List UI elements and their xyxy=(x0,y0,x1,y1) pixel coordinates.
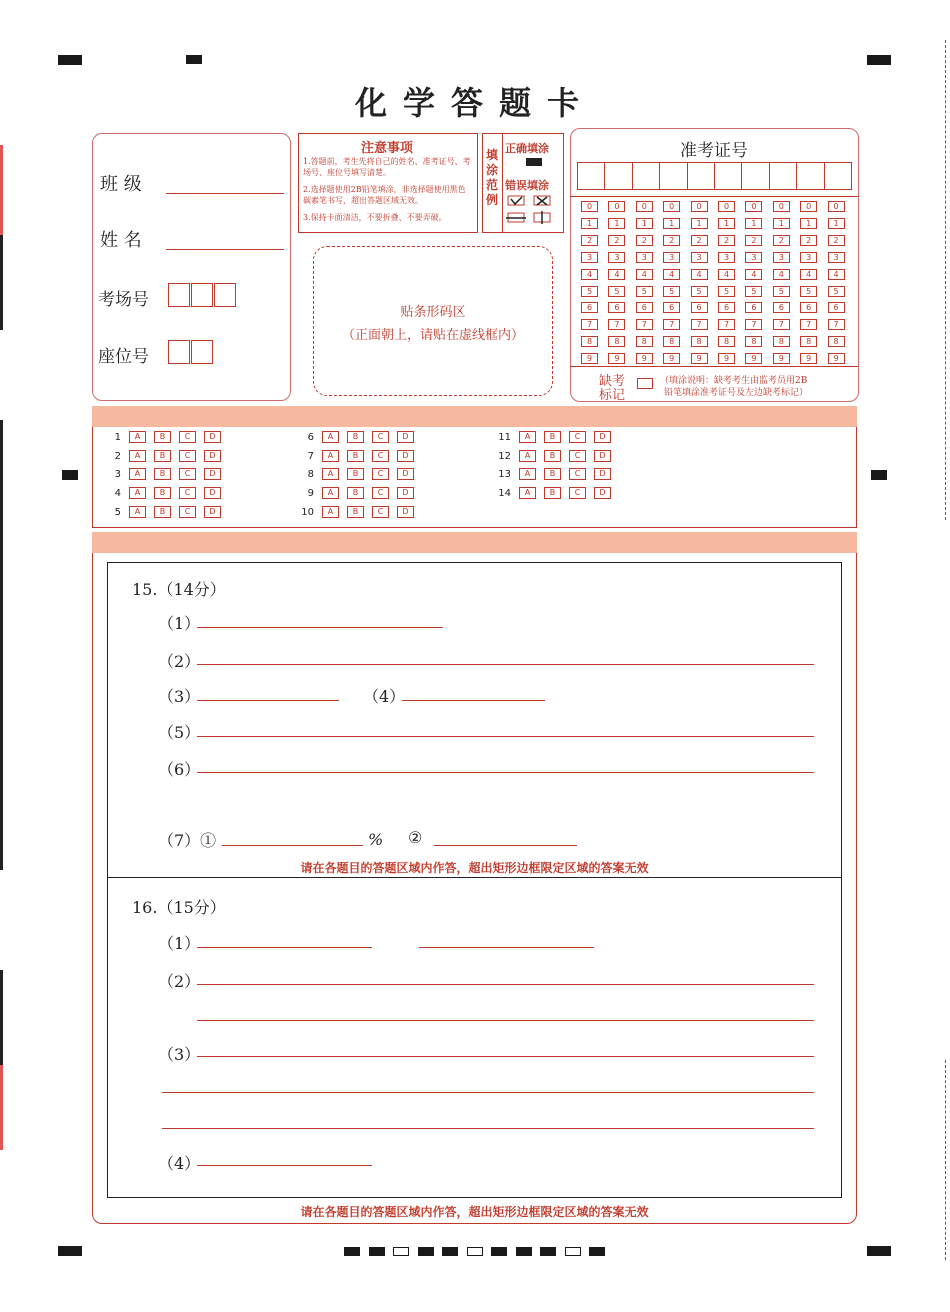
answer-header-bar xyxy=(92,532,857,553)
exam-id-bubble[interactable]: 9 xyxy=(718,353,735,364)
question-number: 11 xyxy=(498,432,511,443)
choice-bubble-a[interactable]: A xyxy=(322,450,339,462)
wrong-fill-samples xyxy=(506,194,556,226)
bottom-warning: 请在各题目的答题区域内作答，超出矩形边框限定区域的答案无效 xyxy=(300,1205,649,1219)
code-mark-filled xyxy=(442,1247,458,1256)
exam-id-bubble[interactable]: 4 xyxy=(718,269,735,280)
choice-bubble-d[interactable]: D xyxy=(594,468,611,480)
exam-id-entry-cell[interactable] xyxy=(659,162,687,190)
exam-id-bubble[interactable]: 3 xyxy=(745,252,762,263)
absent-label: 标记 xyxy=(599,388,626,403)
exam-id-entry-cell[interactable] xyxy=(577,162,605,190)
q16-answer-2[interactable] xyxy=(197,984,814,985)
exam-id-bubble[interactable]: 5 xyxy=(800,286,817,297)
choice-bubble-d[interactable]: D xyxy=(594,450,611,462)
exam-id-bubble[interactable]: 8 xyxy=(718,336,735,347)
choice-bubble-d[interactable]: D xyxy=(594,487,611,499)
exam-id-bubble[interactable]: 7 xyxy=(663,319,680,330)
choice-row xyxy=(493,431,611,443)
q15-answer-4[interactable] xyxy=(402,700,545,701)
choice-row xyxy=(103,450,221,462)
room-label: 考场号 xyxy=(98,290,149,310)
code-mark-filled xyxy=(418,1247,434,1256)
exam-id-bubble[interactable]: 4 xyxy=(745,269,762,280)
question-number: 1 xyxy=(114,432,121,443)
exam-id-bubble[interactable]: 9 xyxy=(636,353,653,364)
q16-answer-3-line2[interactable] xyxy=(162,1092,814,1093)
choice-bubble-b[interactable]: B xyxy=(154,506,171,518)
exam-id-bubble[interactable]: 7 xyxy=(745,319,762,330)
exam-id-bubble[interactable]: 5 xyxy=(745,286,762,297)
exam-id-bubble[interactable]: 7 xyxy=(636,319,653,330)
choice-bubble-b[interactable]: B xyxy=(154,450,171,462)
exam-id-bubble[interactable]: 0 xyxy=(581,201,598,212)
edge-bar xyxy=(0,145,3,235)
exam-id-divider xyxy=(570,196,858,197)
exam-id-bubble[interactable]: 2 xyxy=(718,235,735,246)
exam-id-entry-cell[interactable] xyxy=(714,162,742,190)
exam-id-bubble[interactable]: 6 xyxy=(691,302,708,313)
fill-example-divider xyxy=(502,133,503,232)
choice-bubble-d[interactable]: D xyxy=(204,431,221,443)
question-number: 10 xyxy=(301,506,314,518)
choice-bubble-c[interactable]: C xyxy=(372,450,389,462)
exam-id-entry-cell[interactable] xyxy=(796,162,824,190)
choice-bubble-c[interactable]: C xyxy=(569,468,586,480)
choice-bubble-a[interactable]: A xyxy=(129,450,146,462)
code-mark-filled xyxy=(540,1247,556,1256)
exam-id-bubble[interactable]: 4 xyxy=(800,269,817,280)
choice-bubble-b[interactable]: B xyxy=(347,487,364,499)
exam-id-bubble[interactable]: 7 xyxy=(608,319,625,330)
code-mark-hollow xyxy=(393,1247,409,1256)
choice-bubble-c[interactable]: C xyxy=(569,450,586,462)
exam-id-bubble[interactable]: 4 xyxy=(663,269,680,280)
choice-bubble-c[interactable]: C xyxy=(179,468,196,480)
choice-bubble-d[interactable]: D xyxy=(204,506,221,518)
exam-id-bubble[interactable]: 4 xyxy=(581,269,598,280)
choice-bubble-a[interactable]: A xyxy=(519,487,536,499)
exam-id-bubble[interactable]: 9 xyxy=(800,353,817,364)
choice-bubble-a[interactable]: A xyxy=(129,487,146,499)
exam-id-bubble[interactable]: 7 xyxy=(718,319,735,330)
exam-id-bubble[interactable]: 7 xyxy=(800,319,817,330)
exam-id-bubble[interactable]: 8 xyxy=(608,336,625,347)
code-mark-filled xyxy=(344,1247,360,1256)
choice-bubble-b[interactable]: B xyxy=(347,450,364,462)
exam-id-bubble[interactable]: 0 xyxy=(800,201,817,212)
exam-id-bubble[interactable]: 1 xyxy=(608,218,625,229)
choice-bubble-c[interactable]: C xyxy=(569,431,586,443)
exam-id-bubble[interactable]: 3 xyxy=(718,252,735,263)
q16-part-1: （1） xyxy=(158,934,201,953)
q15-part-6: （6） xyxy=(158,760,201,779)
exam-id-bubble[interactable]: 2 xyxy=(773,235,790,246)
exam-id-bubble[interactable]: 5 xyxy=(691,286,708,297)
choice-row xyxy=(296,468,414,480)
exam-id-bubble[interactable]: 6 xyxy=(663,302,680,313)
choice-bubble-b[interactable]: B xyxy=(154,487,171,499)
exam-id-bubble[interactable]: 2 xyxy=(691,235,708,246)
exam-id-bubble[interactable]: 2 xyxy=(608,235,625,246)
exam-id-bubble[interactable]: 1 xyxy=(828,218,845,229)
choice-bubble-a[interactable]: A xyxy=(322,468,339,480)
exam-id-bubble[interactable]: 7 xyxy=(581,319,598,330)
q16-answer-3-line3[interactable] xyxy=(162,1128,814,1129)
exam-id-bubble[interactable]: 2 xyxy=(800,235,817,246)
exam-id-bubble[interactable]: 0 xyxy=(636,201,653,212)
exam-id-bubble[interactable]: 3 xyxy=(581,252,598,263)
exam-id-bubble[interactable]: 3 xyxy=(773,252,790,263)
exam-id-bubble[interactable]: 2 xyxy=(636,235,653,246)
exam-id-bubble[interactable]: 5 xyxy=(828,286,845,297)
choice-bubble-a[interactable]: A xyxy=(322,431,339,443)
timing-mark xyxy=(867,55,891,65)
exam-id-bubble[interactable]: 1 xyxy=(636,218,653,229)
exam-id-entry-cell[interactable] xyxy=(824,162,852,190)
code-mark-filled xyxy=(369,1247,385,1256)
choice-bubble-b[interactable]: B xyxy=(544,468,561,480)
choice-bubble-d[interactable]: D xyxy=(397,506,414,518)
exam-id-bubble[interactable]: 0 xyxy=(828,201,845,212)
choice-bubble-c[interactable]: C xyxy=(372,468,389,480)
correct-fill-label: 正确填涂 xyxy=(505,142,549,155)
exam-id-bubble[interactable]: 1 xyxy=(718,218,735,229)
timing-mark xyxy=(58,1246,82,1256)
choice-row xyxy=(493,450,611,462)
choice-row xyxy=(103,506,221,518)
choice-bubble-d[interactable]: D xyxy=(594,431,611,443)
q16-box xyxy=(107,876,842,1198)
exam-id-bubble[interactable]: 8 xyxy=(828,336,845,347)
q15-answer-7a[interactable] xyxy=(222,845,363,846)
question-number: 9 xyxy=(307,488,314,500)
exam-id-bubble[interactable]: 1 xyxy=(581,218,598,229)
exam-id-bubble[interactable]: 7 xyxy=(691,319,708,330)
choice-bubble-b[interactable]: B xyxy=(544,431,561,443)
code-mark-filled xyxy=(516,1247,532,1256)
exam-id-bubble[interactable]: 3 xyxy=(663,252,680,263)
q16-heading: 16.（15分） xyxy=(132,898,226,917)
question-number: 4 xyxy=(114,488,121,500)
exam-id-bubble[interactable]: 4 xyxy=(691,269,708,280)
name-field[interactable] xyxy=(166,249,284,250)
choice-bubble-d[interactable]: D xyxy=(397,468,414,480)
choice-bubble-c[interactable]: C xyxy=(372,506,389,518)
choice-bubble-c[interactable]: C xyxy=(179,487,196,499)
exam-id-bubble[interactable]: 6 xyxy=(745,302,762,313)
absent-note: 铅笔填涂准考证号及左边缺考标记） xyxy=(664,388,809,398)
exam-id-bubble[interactable]: 9 xyxy=(773,353,790,364)
exam-id-divider xyxy=(570,366,858,367)
question-number: 12 xyxy=(498,450,511,462)
exam-id-bubble[interactable]: 3 xyxy=(800,252,817,263)
edge-dots xyxy=(945,1060,946,1260)
timing-mark xyxy=(58,55,82,65)
choice-bubble-d[interactable]: D xyxy=(397,450,414,462)
exam-id-bubble[interactable]: 5 xyxy=(608,286,625,297)
q15-part-1: （1） xyxy=(158,614,201,633)
question-number: 6 xyxy=(307,432,314,443)
barcode-subtitle: （正面朝上，请贴在虚线框内） xyxy=(341,328,524,343)
choice-bubble-b[interactable]: B xyxy=(347,468,364,480)
choice-bubble-a[interactable]: A xyxy=(322,487,339,499)
choice-bubble-d[interactable]: D xyxy=(397,487,414,499)
barcode-area xyxy=(313,246,553,396)
room-box[interactable] xyxy=(168,283,190,307)
choice-bubble-d[interactable]: D xyxy=(204,450,221,462)
exam-id-bubble[interactable]: 8 xyxy=(800,336,817,347)
notice-item: 1.答题前，考生先将自己的姓名、准考证号、考场号、座位号填写清楚。 xyxy=(303,157,471,177)
timing-mark xyxy=(871,470,887,480)
q15-answer-3[interactable] xyxy=(197,700,339,701)
exam-id-bubble[interactable]: 5 xyxy=(773,286,790,297)
choice-bubble-b[interactable]: B xyxy=(154,431,171,443)
name-label: 姓 名 xyxy=(100,230,142,251)
exam-id-bubble[interactable]: 6 xyxy=(636,302,653,313)
choice-bubble-b[interactable]: B xyxy=(544,487,561,499)
wrong-fill-label: 错误填涂 xyxy=(505,179,549,192)
q16-answer-1b[interactable] xyxy=(419,947,594,948)
exam-id-bubble[interactable]: 6 xyxy=(718,302,735,313)
exam-id-bubble[interactable]: 5 xyxy=(581,286,598,297)
choice-row xyxy=(493,487,611,499)
exam-id-bubble[interactable]: 4 xyxy=(828,269,845,280)
notice-title: 注意事项 xyxy=(360,141,413,156)
seat-box[interactable] xyxy=(168,340,190,364)
room-box[interactable] xyxy=(191,283,213,307)
question-number: 13 xyxy=(498,469,511,481)
exam-id-bubble[interactable]: 9 xyxy=(608,353,625,364)
seat-label: 座位号 xyxy=(98,347,149,367)
q15-heading: 15.（14分） xyxy=(132,580,226,599)
exam-id-bubble[interactable]: 0 xyxy=(663,201,680,212)
exam-id-bubble[interactable]: 8 xyxy=(636,336,653,347)
exam-id-bubble[interactable]: 1 xyxy=(745,218,762,229)
exam-id-bubble[interactable]: 0 xyxy=(718,201,735,212)
q16-part-3: （3） xyxy=(158,1045,201,1064)
choice-bubble-c[interactable]: C xyxy=(179,450,196,462)
choice-bubble-d[interactable]: D xyxy=(204,487,221,499)
q15-answer-5[interactable] xyxy=(197,736,814,737)
exam-id-bubble[interactable]: 8 xyxy=(773,336,790,347)
exam-id-bubble[interactable]: 6 xyxy=(828,302,845,313)
exam-id-bubble[interactable]: 6 xyxy=(800,302,817,313)
exam-id-entry-cell[interactable] xyxy=(687,162,715,190)
exam-id-entry-cell[interactable] xyxy=(632,162,660,190)
exam-id-bubble[interactable]: 6 xyxy=(581,302,598,313)
exam-id-bubble[interactable]: 1 xyxy=(663,218,680,229)
question-number: 7 xyxy=(307,450,314,462)
choice-bubble-b[interactable]: B xyxy=(544,450,561,462)
timing-mark xyxy=(867,1246,891,1256)
exam-id-bubble[interactable]: 4 xyxy=(773,269,790,280)
choice-bubble-c[interactable]: C xyxy=(372,487,389,499)
choice-bubble-a[interactable]: A xyxy=(519,468,536,480)
exam-id-bubble[interactable]: 8 xyxy=(581,336,598,347)
barcode-title: 贴条形码区 xyxy=(400,305,466,320)
notice-item: 3.保持卡面清洁，不要折叠、不要弄破。 xyxy=(303,213,447,222)
choice-row xyxy=(493,468,611,480)
edge-bar xyxy=(0,1065,3,1150)
circle-2: ② xyxy=(408,828,423,847)
exam-id-bubble[interactable]: 5 xyxy=(718,286,735,297)
absent-note: （填涂说明：缺考考生由监考员用2B xyxy=(660,376,808,386)
choice-bubble-a[interactable]: A xyxy=(322,506,339,518)
exam-id-bubble[interactable]: 6 xyxy=(773,302,790,313)
exam-id-bubble[interactable]: 4 xyxy=(608,269,625,280)
choice-bubble-a[interactable]: A xyxy=(129,506,146,518)
correct-fill-sample xyxy=(526,158,542,166)
exam-id-bubble[interactable]: 4 xyxy=(636,269,653,280)
exam-id-bubble[interactable]: 0 xyxy=(608,201,625,212)
exam-id-entry-cell[interactable] xyxy=(741,162,769,190)
exam-id-bubble[interactable]: 9 xyxy=(828,353,845,364)
percent-sign: % xyxy=(368,830,384,849)
exam-id-bubble[interactable]: 3 xyxy=(691,252,708,263)
choice-bubble-c[interactable]: C xyxy=(179,431,196,443)
exam-id-bubble[interactable]: 2 xyxy=(828,235,845,246)
class-label: 班 级 xyxy=(100,174,142,195)
fill-example-side-label: 填涂范例 xyxy=(486,148,499,207)
choice-bubble-b[interactable]: B xyxy=(154,468,171,480)
q15-part-5: （5） xyxy=(158,723,201,742)
choice-row xyxy=(296,431,414,443)
timing-mark xyxy=(62,470,78,480)
exam-id-bubble[interactable]: 1 xyxy=(800,218,817,229)
exam-id-entry-cell[interactable] xyxy=(604,162,632,190)
exam-id-bubble[interactable]: 0 xyxy=(745,201,762,212)
exam-id-entry-cell[interactable] xyxy=(769,162,797,190)
edge-bar xyxy=(0,970,3,1065)
choice-bubble-b[interactable]: B xyxy=(347,506,364,518)
exam-id-title: 准考证号 xyxy=(680,141,748,161)
exam-id-bubble[interactable]: 9 xyxy=(581,353,598,364)
absent-label: 缺考 xyxy=(599,374,626,389)
class-field[interactable] xyxy=(166,193,284,194)
choice-header-bar xyxy=(92,406,857,427)
choice-bubble-d[interactable]: D xyxy=(204,468,221,480)
choice-bubble-b[interactable]: B xyxy=(347,431,364,443)
choice-row xyxy=(103,487,221,499)
q15-part-2: （2） xyxy=(158,652,201,671)
exam-id-bubble[interactable]: 9 xyxy=(691,353,708,364)
room-box[interactable] xyxy=(214,283,236,307)
question-number: 5 xyxy=(114,506,121,518)
exam-id-bubble[interactable]: 1 xyxy=(773,218,790,229)
exam-id-bubble[interactable]: 2 xyxy=(745,235,762,246)
code-mark-hollow xyxy=(565,1247,581,1256)
q16-part-4: （4） xyxy=(158,1154,201,1173)
exam-id-bubble[interactable]: 8 xyxy=(691,336,708,347)
choice-bubble-c[interactable]: C xyxy=(569,487,586,499)
q16-part-2: （2） xyxy=(158,972,201,991)
seat-box[interactable] xyxy=(191,340,213,364)
choice-bubble-d[interactable]: D xyxy=(397,431,414,443)
exam-id-bubble[interactable]: 6 xyxy=(608,302,625,313)
code-mark-filled xyxy=(491,1247,507,1256)
exam-id-bubble[interactable]: 9 xyxy=(745,353,762,364)
choice-row xyxy=(296,487,414,499)
choice-row xyxy=(296,450,414,462)
choice-row xyxy=(103,468,221,480)
q15-part-7: （7）① xyxy=(158,831,217,850)
edge-bar xyxy=(0,235,3,330)
q16-answer-3[interactable] xyxy=(197,1056,814,1057)
absent-mark-box[interactable] xyxy=(637,378,653,389)
q15-part-3: （3） xyxy=(158,687,201,706)
choice-bubble-a[interactable]: A xyxy=(519,450,536,462)
choice-bubble-c[interactable]: C xyxy=(372,431,389,443)
q16-answer-4[interactable] xyxy=(197,1165,372,1166)
exam-id-bubble[interactable]: 3 xyxy=(636,252,653,263)
exam-id-bubble[interactable]: 0 xyxy=(773,201,790,212)
q15-answer-7b[interactable] xyxy=(434,845,577,846)
exam-id-bubble[interactable]: 3 xyxy=(828,252,845,263)
q15-answer-2[interactable] xyxy=(197,664,814,665)
question-number: 3 xyxy=(114,469,121,481)
exam-id-bubble[interactable]: 5 xyxy=(663,286,680,297)
q15-answer-1[interactable] xyxy=(197,627,443,628)
exam-id-bubble[interactable]: 8 xyxy=(745,336,762,347)
q16-answer-2-line2[interactable] xyxy=(197,1020,814,1021)
code-mark-filled xyxy=(589,1247,605,1256)
exam-id-bubble[interactable]: 3 xyxy=(608,252,625,263)
question-number: 14 xyxy=(498,488,511,500)
notice-item: 2.选择题使用2B铅笔填涂，非选择题使用黑色碳素笔书写，超出答题区域无效。 xyxy=(303,185,466,205)
q16-answer-1a[interactable] xyxy=(197,947,372,948)
exam-id-bubble[interactable]: 1 xyxy=(691,218,708,229)
choice-row xyxy=(296,506,414,518)
choice-bubble-a[interactable]: A xyxy=(129,468,146,480)
q15-answer-6[interactable] xyxy=(197,772,814,773)
exam-id-bubble[interactable]: 7 xyxy=(828,319,845,330)
exam-id-bubble[interactable]: 0 xyxy=(691,201,708,212)
q15-warning: 请在各题目的答题区域内作答，超出矩形边框限定区域的答案无效 xyxy=(300,861,649,875)
exam-id-bubble[interactable]: 2 xyxy=(663,235,680,246)
choice-bubble-a[interactable]: A xyxy=(519,431,536,443)
exam-id-bubble[interactable]: 7 xyxy=(773,319,790,330)
page-title: 化学答题卡 xyxy=(354,84,595,122)
q15-part-4: （4） xyxy=(363,687,406,706)
choice-bubble-a[interactable]: A xyxy=(129,431,146,443)
exam-id-bubble[interactable]: 8 xyxy=(663,336,680,347)
question-number: 2 xyxy=(114,450,121,462)
question-number: 8 xyxy=(307,469,314,481)
choice-row xyxy=(103,431,221,443)
timing-mark xyxy=(186,55,202,64)
exam-id-bubble[interactable]: 2 xyxy=(581,235,598,246)
exam-id-bubble[interactable]: 5 xyxy=(636,286,653,297)
exam-id-bubble[interactable]: 9 xyxy=(663,353,680,364)
choice-bubble-c[interactable]: C xyxy=(179,506,196,518)
code-mark-hollow xyxy=(467,1247,483,1256)
q15-box xyxy=(107,562,842,878)
edge-bar xyxy=(0,420,3,870)
